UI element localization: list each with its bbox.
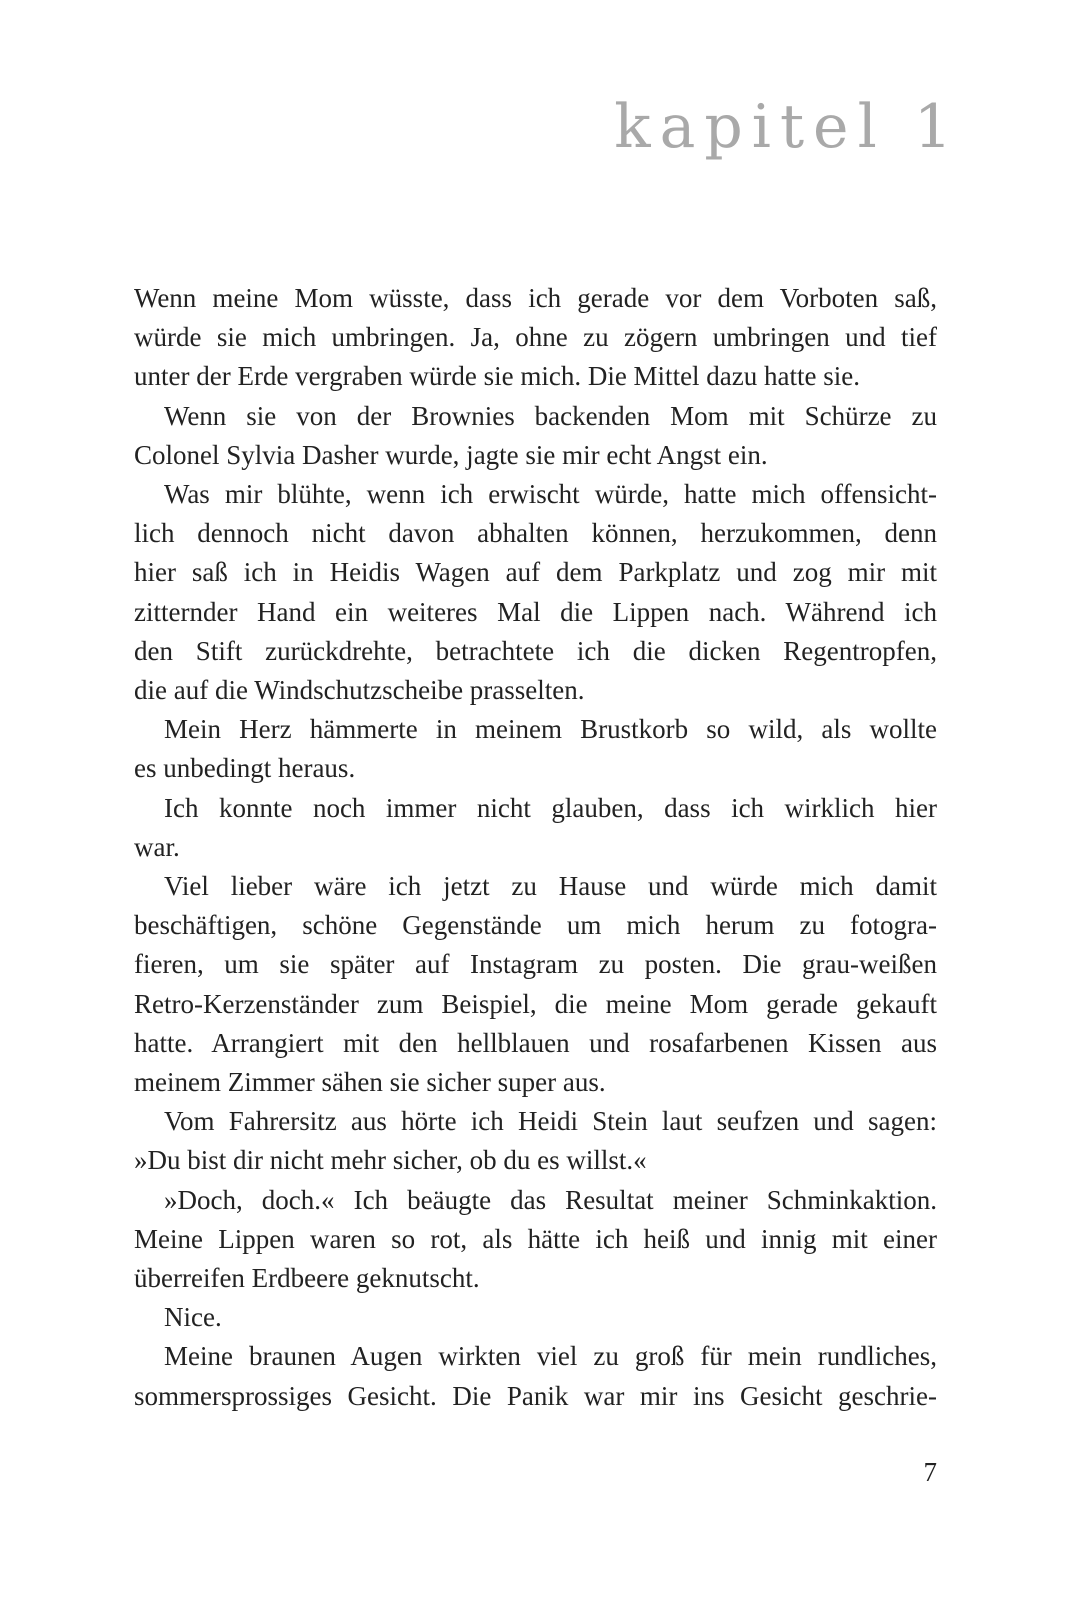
- text-line: es unbedingt heraus.: [134, 753, 356, 784]
- text-line: den Stift zurückdrehte, betrachtete ich die dicken Regentropfen,: [134, 635, 937, 666]
- paragraph-2: [134, 397, 937, 436]
- paragraph-3: [134, 553, 937, 592]
- paragraph-3: [134, 671, 937, 710]
- paragraph-6: [134, 945, 937, 984]
- text-line: sommersprossiges Gesicht. Die Panik war mir ins Gesicht geschrie-: [134, 1380, 937, 1411]
- text-line: hatte. Arrangiert mit den hellblauen und rosafarbenen Kissen aus: [134, 1027, 937, 1058]
- paragraph-3: [134, 514, 937, 553]
- paragraph-7: [134, 1102, 937, 1141]
- text-line: »Doch, doch.« Ich beäugte das Resultat meiner Schminkaktion.: [164, 1184, 937, 1215]
- text-line: Retro-Kerzenständer zum Beispiel, die meine Mom gerade gekauft: [134, 988, 937, 1019]
- paragraph-3: [134, 632, 937, 671]
- page-number: 7: [923, 1457, 937, 1487]
- paragraph-1: [134, 318, 937, 357]
- text-line: »Du bist dir nicht mehr sicher, ob du es willst.«: [134, 1145, 647, 1176]
- paragraph-4: [134, 710, 937, 749]
- paragraph-6: [134, 1024, 937, 1063]
- paragraph-5: [134, 789, 937, 828]
- text-line: unter der Erde vergraben würde sie mich. Die Mittel dazu hatte sie.: [134, 361, 860, 392]
- paragraph-1: [134, 357, 937, 396]
- text-line: Mein Herz hämmerte in meinem Brustkorb so wild, als wollte: [164, 714, 937, 745]
- text-line: Ich konnte noch immer nicht glauben, dass ich wirklich hier: [164, 792, 937, 823]
- text-line: Viel lieber wäre ich jetzt zu Hause und würde mich damit: [164, 871, 937, 902]
- text-line: beschäftigen, schöne Gegenstände um mich herum zu fotogra-: [134, 910, 937, 941]
- text-line: Was mir blühte, wenn ich erwischt würde, hatte mich offensicht-: [164, 479, 937, 510]
- text-line: würde sie mich umbringen. Ja, ohne zu zögern umbringen und tief: [134, 322, 937, 353]
- paragraph-8: [134, 1220, 937, 1259]
- paragraph-3: [134, 593, 937, 632]
- paragraph-7: [134, 1141, 937, 1180]
- paragraph-10: [134, 1377, 937, 1416]
- text-line: Vom Fahrersitz aus hörte ich Heidi Stein laut seufzen und sagen:: [164, 1106, 937, 1137]
- text-line: fieren, um sie später auf Instagram zu posten. Die grau-weißen: [134, 949, 937, 980]
- text-line: lich dennoch nicht davon abhalten können, herzukommen, denn: [134, 518, 937, 549]
- text-line: Wenn meine Mom wüsste, dass ich gerade vor dem Vorboten saß,: [134, 283, 937, 313]
- paragraph-6: [134, 867, 937, 906]
- paragraph-6: [134, 906, 937, 945]
- paragraph-6: [134, 1063, 937, 1102]
- paragraph-3: [134, 475, 937, 514]
- text-line: meinem Zimmer sähen sie sicher super aus.: [134, 1067, 606, 1098]
- paragraph-8: [134, 1181, 937, 1220]
- body-text: [134, 279, 937, 1416]
- paragraph-4: [134, 749, 937, 788]
- text-line: Meine braunen Augen wirkten viel zu groß für mein rundliches,: [164, 1341, 937, 1372]
- paragraph-10: [134, 1337, 937, 1376]
- paragraph-5: [134, 828, 937, 867]
- text-line: überreifen Erdbeere geknutscht.: [134, 1263, 480, 1294]
- paragraph-1: [134, 279, 937, 318]
- paragraph-9: [134, 1298, 937, 1337]
- paragraph-8: [134, 1259, 937, 1298]
- text-line: die auf die Windschutzscheibe prasselten.: [134, 675, 585, 706]
- text-line: zitternder Hand ein weiteres Mal die Lippen nach. Während ich: [134, 596, 937, 627]
- text-line: war.: [134, 831, 180, 862]
- text-line: Wenn sie von der Brownies backenden Mom mit Schürze zu: [164, 400, 937, 431]
- text-line: hier saß ich in Heidis Wagen auf dem Parkplatz und zog mir mit: [134, 557, 937, 588]
- chapter-heading: kapitel 1: [614, 92, 961, 162]
- paragraph-2: [134, 436, 937, 475]
- text-line: Colonel Sylvia Dasher wurde, jagte sie mir echt Angst ein.: [134, 439, 768, 470]
- text-line: Meine Lippen waren so rot, als hätte ich heiß und innig mit einer: [134, 1223, 937, 1254]
- paragraph-6: [134, 985, 937, 1024]
- text-line: Nice.: [164, 1302, 222, 1333]
